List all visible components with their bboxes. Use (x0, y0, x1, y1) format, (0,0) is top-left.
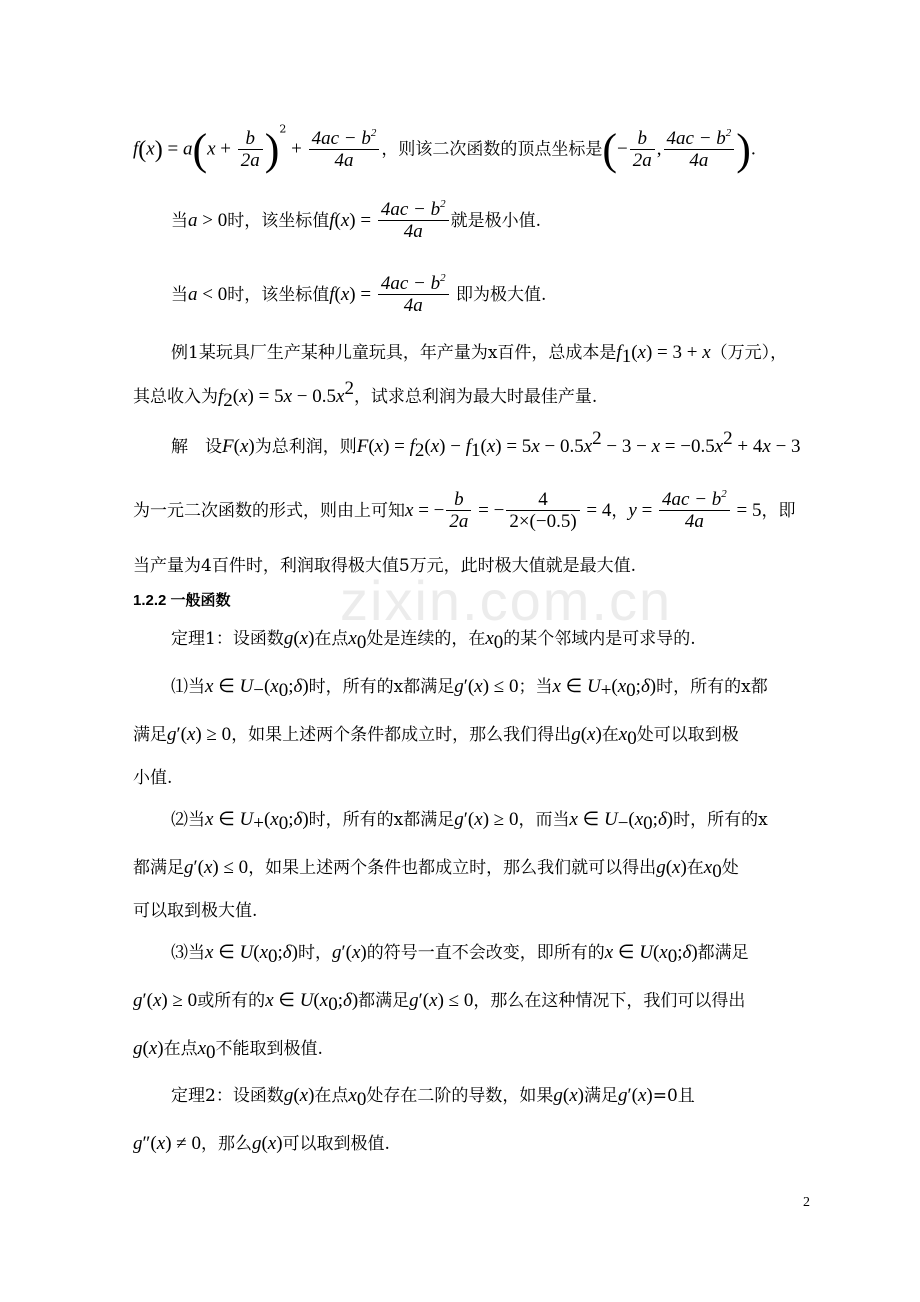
solution-line3: 当产量为4百件时，利润取得极大值5万元，此时极大值就是最大值. (133, 556, 637, 576)
theorem1-case3-line1: ⑶当x ∈ $U(x_0;\delta)$时，g′(x)的符号一直不会改变，即所有的x ∈ $U(x_0;\delta)$都满足 (171, 942, 749, 967)
p1-text: ，则该二次函数的顶点坐标是 (381, 139, 603, 160)
paragraph-max-case: 当a < 0时，该坐标值f(x) = $\frac{4ac - b^2}{4a}$ 即为极大值. (171, 272, 547, 316)
theorem2-line2: g″(x) ≠ 0，那么g(x)可以取到极值. (133, 1133, 390, 1154)
example1-line1: 例1某玩具厂生产某种儿童玩具，年产量为x百件，总成本是$f_1(x) = 3 + x$（万元）， (171, 342, 788, 367)
formula-vertex-form: f(x) = a(x + $\frac{b}{2a}$ )$^2$ + $\frac{4ac - b^2}{4a}$ ，则该二次函数的顶点坐标是(− $\frac{b}{2a}$ , $\frac{4ac - b^2}{4a}$ ). (133, 122, 756, 174)
page-number: 2 (803, 1195, 810, 1210)
section-heading: 1.2.2 一般函数 (133, 592, 231, 609)
theorem1-statement: 定理1：设函数g(x)在点$x_0$处是连续的，在$x_0$的某个邻域内是可求导的. (171, 628, 696, 653)
example1-line2: 其总收入为$f_2(x) = 5x - 0.5x^2$，试求总利润为最大时最佳产量. (133, 378, 598, 411)
theorem1-case3-line3: g(x)在点$x_0$不能取到极值. (133, 1038, 323, 1063)
theorem1-case2-line2: 都满足g′(x) ≤ 0，如果上述两个条件也都成立时，那么我们就可以得出g(x)在$x_0$处 (133, 857, 739, 882)
solution-line1: 解 设F(x)为总利润，则$F(x) = f_2(x) - f_1(x) = 5x - 0.5x^2 - 3 - x = -0.5x^2 + 4x - 3$ (171, 428, 801, 461)
theorem1-case2-line1: ⑵当x ∈ $U_+(x_0;\delta)$时，所有的x都满足g′(x) ≥ 0，而当x ∈ $U_-(x_0;\delta)$时，所有的x (171, 809, 768, 834)
theorem1-case1-line2: 满足g′(x) ≥ 0，如果上述两个条件都成立时，那么我们得出g(x)在$x_0$处可以取到极 (133, 724, 739, 749)
solution-line2: 为一元二次函数的形式，则由上可知x = − $\frac{b}{2a}$ = − $\frac{4}{2\times(-0.5)}$ = 4，y = $\frac{4ac - b^2}{4a}$ = 5，即 (133, 488, 796, 532)
paragraph-min-case: 当a > 0时，该坐标值f(x) = $\frac{4ac - b^2}{4a}$ 就是极小值. (171, 198, 541, 242)
theorem1-case1-line1: ⑴当x ∈ $U_-(x_0;\delta)$时，所有的x都满足g′(x) ≤ 0；当x ∈ $U_+(x_0;\delta)$时，所有的x都 (171, 676, 768, 701)
theorem1-case2-line3: 可以取到极大值. (133, 901, 258, 921)
theorem1-case3-line2: g′(x) ≥ 0或所有的x ∈ $U(x_0;\delta)$都满足g′(x) ≤ 0，那么在这种情况下，我们可以得出 (133, 990, 746, 1015)
watermark: zixin.com.cn (340, 569, 673, 632)
theorem1-case1-line3: 小值. (133, 768, 173, 788)
theorem2-line1: 定理2：设函数g(x)在点$x_0$处存在二阶的导数，如果g(x)满足g′(x)=0且 (171, 1085, 695, 1110)
